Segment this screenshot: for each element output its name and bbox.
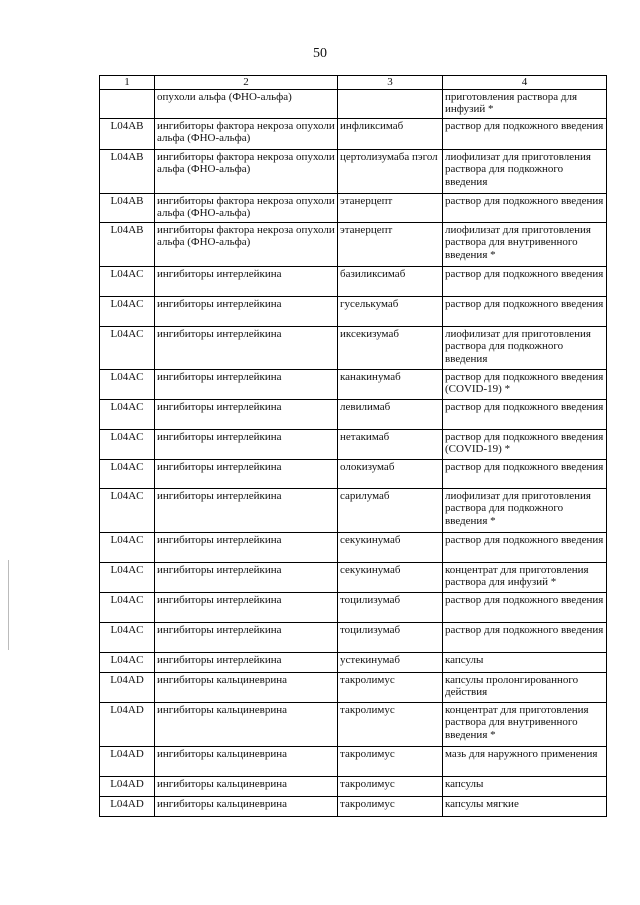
drug-name-cell: нетакимаб (338, 429, 443, 459)
dosage-form-cell: капсулы (443, 652, 607, 672)
table-row (100, 429, 607, 459)
atc-code-cell: L04AB (100, 193, 155, 222)
table-row (100, 149, 607, 193)
group-cell: ингибиторы интерлейкина (155, 652, 338, 672)
table-row (100, 222, 607, 266)
atc-code-cell: L04AC (100, 652, 155, 672)
table-row (100, 622, 607, 652)
table-row (100, 746, 607, 776)
dosage-form-cell: раствор для подкожного введения (443, 459, 607, 488)
table-row (100, 488, 607, 532)
drug-name-cell: такролимус (338, 746, 443, 776)
table-row (100, 193, 607, 222)
dosage-form-cell: раствор для подкожного введения (443, 532, 607, 562)
dosage-form-cell: раствор для подкожного введения (443, 118, 607, 149)
table-row (100, 672, 607, 702)
drug-name-cell: устекинумаб (338, 652, 443, 672)
atc-code-cell: L04AC (100, 459, 155, 488)
table-row (100, 796, 607, 816)
table-row (100, 562, 607, 592)
group-cell: опухоли альфа (ФНО-альфа) (155, 89, 338, 118)
column-header: 1 (100, 76, 155, 90)
atc-code-cell: L04AC (100, 429, 155, 459)
atc-code-cell: L04AD (100, 702, 155, 746)
group-cell: ингибиторы интерлейкина (155, 459, 338, 488)
group-cell: ингибиторы интерлейкина (155, 369, 338, 399)
group-cell: ингибиторы кальциневрина (155, 776, 338, 796)
dosage-form-cell: капсулы (443, 776, 607, 796)
table-row (100, 776, 607, 796)
atc-code-cell: L04AD (100, 672, 155, 702)
table-body (100, 89, 607, 816)
group-cell: ингибиторы кальциневрина (155, 796, 338, 816)
drug-name-cell: цертолизумаба пэгол (338, 149, 443, 193)
group-cell: ингибиторы интерлейкина (155, 562, 338, 592)
dosage-form-cell: раствор для подкожного введения (443, 193, 607, 222)
drug-name-cell: этанерцепт (338, 193, 443, 222)
atc-code-cell: L04AC (100, 266, 155, 296)
atc-code-cell: L04AC (100, 326, 155, 369)
dosage-form-cell: концентрат для приготовления раствора для внутривенного введения * (443, 702, 607, 746)
drug-name-cell: секукинумаб (338, 532, 443, 562)
drug-name-cell: сарилумаб (338, 488, 443, 532)
dosage-form-cell: лиофилизат для приготовления раствора для подкожного введения (443, 326, 607, 369)
group-cell: ингибиторы интерлейкина (155, 488, 338, 532)
dosage-form-cell: лиофилизат для приготовления раствора для внутривенного введения * (443, 222, 607, 266)
group-cell: ингибиторы интерлейкина (155, 592, 338, 622)
group-cell: ингибиторы фактора некроза опухоли альфа (ФНО-альфа) (155, 118, 338, 149)
group-cell: ингибиторы фактора некроза опухоли альфа (ФНО-альфа) (155, 193, 338, 222)
atc-code-cell: L04AB (100, 149, 155, 193)
drug-name-cell: иксекизумаб (338, 326, 443, 369)
dosage-form-cell: лиофилизат для приготовления раствора для подкожного введения (443, 149, 607, 193)
drug-name-cell: олокизумаб (338, 459, 443, 488)
dosage-form-cell: мазь для наружного применения (443, 746, 607, 776)
table-row (100, 326, 607, 369)
dosage-form-cell: капсулы пролонгированного действия (443, 672, 607, 702)
drug-table (99, 75, 607, 817)
group-cell: ингибиторы фактора некроза опухоли альфа (ФНО-альфа) (155, 149, 338, 193)
group-cell: ингибиторы интерлейкина (155, 266, 338, 296)
header-row (100, 76, 607, 90)
dosage-form-cell: концентрат для приготовления раствора для инфузий * (443, 562, 607, 592)
group-cell: ингибиторы кальциневрина (155, 672, 338, 702)
dosage-form-cell: раствор для подкожного введения (443, 399, 607, 429)
group-cell: ингибиторы интерлейкина (155, 326, 338, 369)
atc-code-cell: L04AC (100, 622, 155, 652)
table-row (100, 266, 607, 296)
atc-code-cell: L04AC (100, 488, 155, 532)
drug-name-cell (338, 89, 443, 118)
group-cell: ингибиторы кальциневрина (155, 746, 338, 776)
drug-name-cell: такролимус (338, 672, 443, 702)
atc-code-cell: L04AD (100, 746, 155, 776)
dosage-form-cell: раствор для подкожного введения (443, 592, 607, 622)
atc-code-cell: L04AB (100, 118, 155, 149)
group-cell: ингибиторы интерлейкина (155, 532, 338, 562)
drug-name-cell: базиликсимаб (338, 266, 443, 296)
dosage-form-cell: приготовления раствора для инфузий * (443, 89, 607, 118)
table-row (100, 89, 607, 118)
drug-name-cell: такролимус (338, 796, 443, 816)
drug-name-cell: такролимус (338, 702, 443, 746)
drug-name-cell: канакинумаб (338, 369, 443, 399)
group-cell: ингибиторы интерлейкина (155, 429, 338, 459)
group-cell: ингибиторы интерлейкина (155, 622, 338, 652)
column-header: 4 (443, 76, 607, 90)
dosage-form-cell: раствор для подкожного введения (443, 266, 607, 296)
dosage-form-cell: раствор для подкожного введения (443, 296, 607, 326)
table-row (100, 652, 607, 672)
table-row (100, 369, 607, 399)
drug-name-cell: этанерцепт (338, 222, 443, 266)
atc-code-cell: L04AC (100, 532, 155, 562)
drug-name-cell: секукинумаб (338, 562, 443, 592)
drug-name-cell: тоцилизумаб (338, 592, 443, 622)
dosage-form-cell: раствор для подкожного введения (COVID-19) * (443, 369, 607, 399)
atc-code-cell: L04AC (100, 562, 155, 592)
atc-code-cell: L04AD (100, 776, 155, 796)
drug-name-cell: гуселькумаб (338, 296, 443, 326)
atc-code-cell: L04AC (100, 369, 155, 399)
scan-margin-mark (8, 560, 9, 650)
table-row (100, 702, 607, 746)
group-cell: ингибиторы фактора некроза опухоли альфа (ФНО-альфа) (155, 222, 338, 266)
dosage-form-cell: капсулы мягкие (443, 796, 607, 816)
drug-name-cell: тоцилизумаб (338, 622, 443, 652)
column-header: 2 (155, 76, 338, 90)
atc-code-cell: L04AC (100, 296, 155, 326)
dosage-form-cell: раствор для подкожного введения (COVID-19) * (443, 429, 607, 459)
table-row (100, 532, 607, 562)
dosage-form-cell: раствор для подкожного введения (443, 622, 607, 652)
drug-name-cell: левилимаб (338, 399, 443, 429)
group-cell: ингибиторы интерлейкина (155, 399, 338, 429)
drug-name-cell: инфликсимаб (338, 118, 443, 149)
table-row (100, 459, 607, 488)
atc-code-cell (100, 89, 155, 118)
atc-code-cell: L04AD (100, 796, 155, 816)
dosage-form-cell: лиофилизат для приготовления раствора для подкожного введения * (443, 488, 607, 532)
column-header: 3 (338, 76, 443, 90)
group-cell: ингибиторы интерлейкина (155, 296, 338, 326)
page-number: 50 (313, 46, 327, 61)
table-row (100, 296, 607, 326)
drug-name-cell: такролимус (338, 776, 443, 796)
table-row (100, 592, 607, 622)
table-row (100, 399, 607, 429)
atc-code-cell: L04AC (100, 399, 155, 429)
atc-code-cell: L04AC (100, 592, 155, 622)
group-cell: ингибиторы кальциневрина (155, 702, 338, 746)
atc-code-cell: L04AB (100, 222, 155, 266)
table-row (100, 118, 607, 149)
